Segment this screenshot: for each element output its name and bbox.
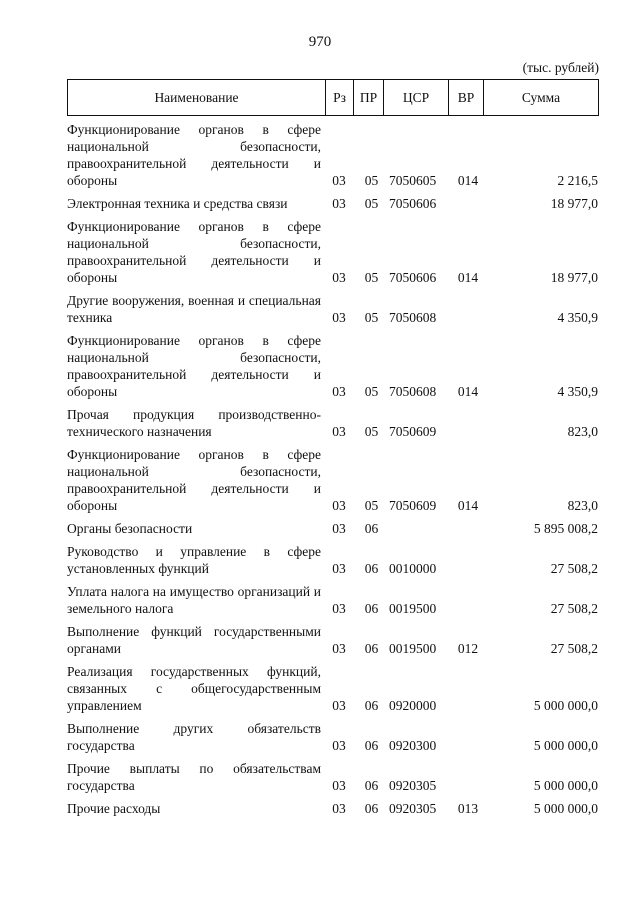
table-body (67, 121, 599, 823)
row-sum: 2 216,5 (557, 173, 598, 188)
row-sum: 5 000 000,0 (533, 778, 598, 793)
row-csr: 0920305 (389, 778, 437, 793)
row-rz: 03 (332, 601, 346, 616)
row-csr: 7050605 (389, 173, 437, 188)
table-row (67, 218, 599, 286)
row-sum: 4 350,9 (557, 310, 598, 325)
row-rz: 03 (332, 270, 346, 285)
row-rz: 03 (332, 698, 346, 713)
row-csr: 0920000 (389, 698, 437, 713)
row-sum: 18 977,0 (550, 270, 598, 285)
header-sum: Сумма (521, 89, 561, 105)
row-vr: 014 (457, 173, 479, 188)
row-name: Электронная техника и средства связи (67, 196, 288, 211)
row-rz: 03 (332, 801, 346, 816)
row-vr: 014 (457, 270, 479, 285)
row-pr: 06 (364, 561, 379, 576)
row-rz: 03 (332, 384, 346, 399)
table-row (67, 760, 599, 794)
units-label: (тыс. рублей) (522, 60, 599, 75)
row-csr: 0920300 (389, 738, 437, 753)
row-pr: 05 (364, 196, 379, 211)
row-csr: 0019500 (389, 641, 437, 656)
table-header (67, 79, 599, 116)
row-sum: 18 977,0 (550, 196, 598, 211)
row-name: Прочая продукция производственно-технического назначения (67, 407, 321, 439)
row-name: Прочие выплаты по обязательствам государства (67, 761, 321, 793)
row-pr: 06 (364, 738, 379, 753)
row-pr: 05 (364, 173, 379, 188)
table-row (67, 663, 599, 714)
row-name: Функционирование органов в сфере национальной безопасности, правоохранительной деятельности и обороны (67, 122, 321, 188)
row-rz: 03 (332, 561, 346, 576)
row-vr: 013 (457, 801, 479, 816)
row-pr: 06 (364, 778, 379, 793)
row-name: Выполнение других обязательств государства (67, 721, 321, 753)
row-name: Прочие расходы (67, 801, 161, 816)
row-csr: 0010000 (389, 561, 437, 576)
table-row (67, 292, 599, 326)
header-vr: ВР (449, 80, 484, 115)
row-rz: 03 (332, 521, 346, 536)
row-pr: 06 (364, 698, 379, 713)
table-row (67, 332, 599, 400)
row-rz: 03 (332, 196, 346, 211)
row-sum: 4 350,9 (557, 384, 598, 399)
table-row (67, 543, 599, 577)
row-name: Уплата налога на имущество организаций и земельного налога (67, 584, 321, 616)
row-name: Функционирование органов в сфере национальной безопасности, правоохранительной деятельности и обороны (67, 447, 321, 513)
table-row (67, 446, 599, 514)
row-csr: 7050606 (389, 196, 437, 211)
row-pr: 05 (364, 384, 379, 399)
table-row (67, 195, 599, 212)
row-rz: 03 (332, 641, 346, 656)
row-sum: 5 000 000,0 (533, 698, 598, 713)
row-pr: 06 (364, 801, 379, 816)
row-pr: 05 (364, 270, 379, 285)
row-sum: 27 508,2 (550, 601, 598, 616)
row-csr: 0920305 (389, 801, 437, 816)
header-pr: ПР (354, 80, 384, 115)
row-pr: 06 (364, 601, 379, 616)
row-csr: 0019500 (389, 601, 437, 616)
row-pr: 05 (364, 498, 379, 513)
row-rz: 03 (332, 310, 346, 325)
row-rz: 03 (332, 778, 346, 793)
row-sum: 823,0 (567, 424, 598, 439)
row-vr: 012 (457, 641, 479, 656)
row-rz: 03 (332, 498, 346, 513)
header-rz: Рз (326, 80, 354, 115)
row-sum: 27 508,2 (550, 561, 598, 576)
row-sum: 823,0 (567, 498, 598, 513)
row-name: Выполнение функций государственными органами (67, 624, 321, 656)
row-csr: 7050609 (389, 424, 437, 439)
table-row (67, 583, 599, 617)
row-csr: 7050606 (389, 270, 437, 285)
row-sum: 5 000 000,0 (533, 738, 598, 753)
table-row (67, 520, 599, 537)
row-name: Функционирование органов в сфере национальной безопасности, правоохранительной деятельности и обороны (67, 333, 321, 399)
row-pr: 05 (364, 424, 379, 439)
header-name: Наименование (68, 80, 326, 115)
table-row (67, 406, 599, 440)
row-vr: 014 (457, 384, 479, 399)
row-pr: 05 (364, 310, 379, 325)
row-name: Органы безопасности (67, 521, 193, 536)
row-sum: 5 000 000,0 (533, 801, 598, 816)
row-pr: 06 (364, 641, 379, 656)
row-rz: 03 (332, 424, 346, 439)
row-sum: 5 895 008,2 (533, 521, 598, 536)
row-name: Руководство и управление в сфере установленных функций (67, 544, 321, 576)
row-csr: 7050608 (389, 384, 437, 399)
table-row (67, 121, 599, 189)
row-rz: 03 (332, 738, 346, 753)
page-number: 970 (308, 34, 332, 50)
row-csr: 7050608 (389, 310, 437, 325)
row-pr: 06 (364, 521, 379, 536)
row-sum: 27 508,2 (550, 641, 598, 656)
row-csr: 7050609 (389, 498, 437, 513)
row-vr: 014 (457, 498, 479, 513)
row-name: Функционирование органов в сфере национальной безопасности, правоохранительной деятельности и обороны (67, 219, 321, 285)
row-rz: 03 (332, 173, 346, 188)
row-name: Реализация государственных функций, связанных с общегосударственным управлением (67, 664, 321, 713)
table-row (67, 800, 599, 817)
table-row (67, 720, 599, 754)
table-row (67, 623, 599, 657)
row-name: Другие вооружения, военная и специальная техника (67, 293, 321, 325)
header-csr: ЦСР (384, 80, 449, 115)
